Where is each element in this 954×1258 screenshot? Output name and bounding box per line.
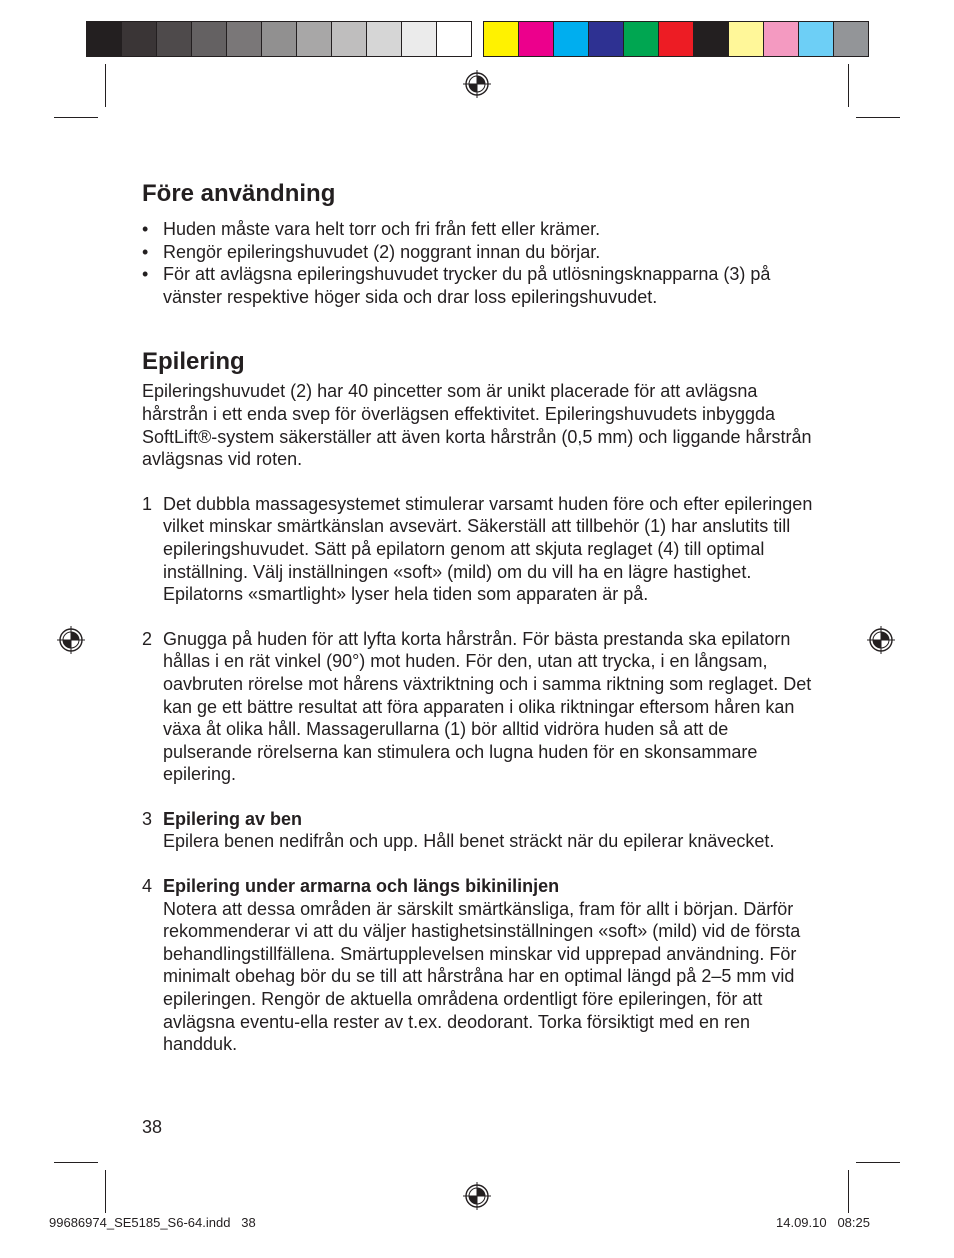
color-swatch (624, 21, 659, 57)
list-item: • Huden måste vara helt torr och fri från fett eller krämer. (142, 218, 822, 241)
crop-mark (848, 64, 849, 107)
step-heading: Epilering under armarna och längs bikinilinjen (163, 876, 560, 897)
color-swatch (86, 21, 122, 57)
color-swatch (519, 21, 554, 57)
color-swatch (834, 21, 869, 57)
registration-mark-icon (867, 626, 895, 654)
section-heading-before-use: Före användning (142, 180, 336, 207)
step-number: 1 (142, 493, 153, 514)
section-heading-epilation: Epilering (142, 348, 245, 376)
color-swatch (122, 21, 157, 57)
color-swatch (297, 21, 332, 57)
color-swatch (437, 21, 472, 57)
step-text: Gnugga på huden för att lyfta korta hårstrån. För bästa prestanda ska epilatorn hållas i en rät vinkel (90°) mot huden. För den, utan att trycka, i en långsam, oavbruten rörelse mot hårens växtriktning och i samma riktning som reglaget. Det kan ge ett bättre resultat att föra apparaten i olika riktningar eftersom håren kan växa åt olika håll. Massagerullarna (1) bör alltid vidröra huden så att de pulserande rörelserna kan stimulera och lugna huden för en skonsammare epilering. (163, 628, 812, 785)
step-text: Epilera benen nedifrån och upp. Håll benet sträckt när du epilerar knävecket. (163, 831, 775, 852)
crop-mark (105, 1170, 106, 1213)
crop-mark (848, 1170, 849, 1213)
color-swatch (402, 21, 437, 57)
color-swatch (694, 21, 729, 57)
crop-mark (856, 117, 900, 118)
color-swatch (332, 21, 367, 57)
grayscale-color-bar (86, 21, 472, 57)
slug-timestamp: 14.09.10 08:25 (776, 1215, 870, 1230)
color-swatch (764, 21, 799, 57)
color-swatch (659, 21, 694, 57)
intro-paragraph: Epileringshuvudet (2) har 40 pincetter som är unikt placerade för att avlägsna hårstrån i ett enda svep för överlägsen effektivitet. Epileringshuvudets inbyggda SoftLift®-system säkerställer att även korta hårstrån (0,5 mm) och liggande hårstrån avlägsnas vid roten. (142, 381, 812, 470)
color-swatch (262, 21, 297, 57)
list-item: • För att avlägsna epileringshuvudet trycker du på utlösningsknapparna (3) på vänster respektive höger sida och drar loss epileringshuvudet. (142, 263, 822, 308)
registration-mark-icon (463, 70, 491, 98)
color-swatch (367, 21, 402, 57)
crop-mark (856, 1162, 900, 1163)
color-swatch (227, 21, 262, 57)
color-swatch (729, 21, 764, 57)
crop-mark (105, 64, 106, 107)
color-swatch (483, 21, 519, 57)
page-number: 38 (142, 1117, 163, 1137)
step-item (142, 628, 822, 786)
step-text: Notera att dessa områden är särskilt smärtkänsliga, fram för allt i början. Därför rekommenderar vi att du väljer hastighetsinställningen «soft» (mild) vid de första behandlingstillfällena. Smärtupplevelsen minskar vid upprepad användning. För minimalt obehag bör du se till att hårstråna har en optimal längd på 2–5 mm vid epileringen. Rengör de aktuella områdena ordentligt före epileringen, för att avlägsna eventu-ella rester av t.ex. deodorant. Torka försiktigt med en ren handduk. (163, 898, 801, 1055)
color-swatch (799, 21, 834, 57)
color-swatch (589, 21, 624, 57)
registration-mark-icon (463, 1182, 491, 1210)
step-number: 4 (142, 876, 153, 897)
process-color-bar (483, 21, 869, 57)
color-swatch (554, 21, 589, 57)
crop-mark (54, 1162, 98, 1163)
step-text: Det dubbla massagesystemet stimulerar varsamt huden före och efter epileringen vilket minskar smärtkänslan avsevärt. Säkerställ att tillbehör (1) har anslutits till epileringshuvudet. Sätt på epilatorn genom att skjuta reglaget (4) till optimal inställning. Välj inställningen «soft» (mild) om du vill ha en lägre hastighet. Epilatorns «smartlight» lyser hela tiden som apparaten är på. (163, 493, 813, 605)
list-item: • Rengör epileringshuvudet (2) noggrant innan du börjar. (142, 241, 822, 264)
page-content (142, 178, 822, 1056)
step-item (142, 808, 822, 853)
step-number: 3 (142, 808, 153, 829)
color-swatch (157, 21, 192, 57)
step-number: 2 (142, 628, 153, 649)
step-heading: Epilering av ben (163, 808, 303, 829)
bullet-list (142, 218, 822, 308)
slug-filename: 99686974_SE5185_S6-64.indd 38 (49, 1215, 256, 1230)
registration-mark-icon (57, 626, 85, 654)
step-item (142, 493, 822, 606)
crop-mark (54, 117, 98, 118)
step-item (142, 875, 822, 1056)
color-swatch (192, 21, 227, 57)
